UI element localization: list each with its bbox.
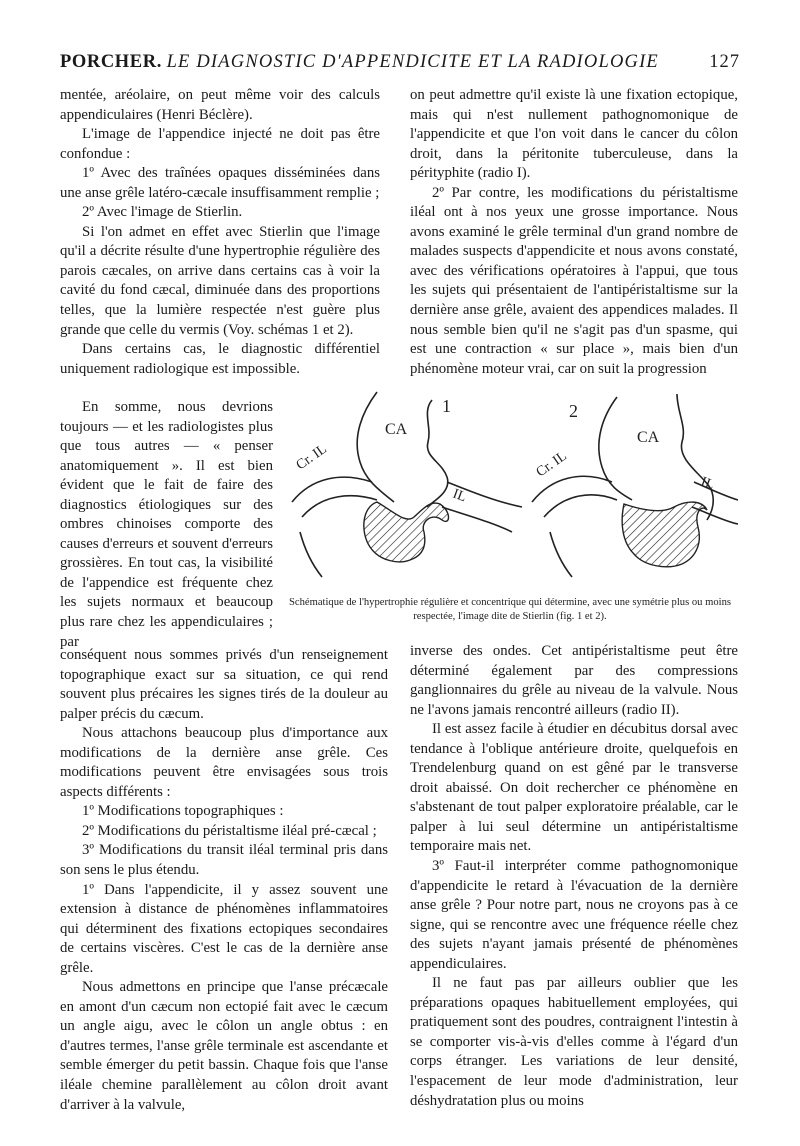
paragraph: Si l'on admet en effet avec Stierlin que l'image qu'il a décrite résulte d'une hypertrophie régulière des parois cæcales, on arrive dans certains cas à voir la cavité du fond cæcal, diminuée dans des proportions telles, que la lumière respectée n'est guère plus grande que celle du vermis (Voy. schémas 1 et 2). [60,223,380,338]
header-author: PORCHER. [60,52,162,72]
paragraph: inverse des ondes. Cet antipéristaltisme peut être déterminé également par des compressions ganglionnaires du grêle au niveau de la valvule. Nous ne l'avons jamais rencontré ailleurs (radio II). [410,643,738,718]
paragraph: 2º Avec l'image de Stierlin. [82,204,243,221]
left-column-top [60,86,380,379]
paragraph: Nous admettons en principe que l'anse précæcale en amont d'un cæcum non ectopié fait avec le cæcum un angle aigu, avec le côlon un angle obtus : en d'autres termes, l'anse grêle terminale est ascendante et semble émerger du petit bassin. Chaque fois que l'anse iléale chemine parallèlement au côlon droit avant d'arriver à la valvule, [60,979,388,1113]
colon-outline [677,394,713,520]
paragraph: conséquent nous sommes privés d'un renseignement topographique exact sur sa situation, ce qui rend souvent plus précaires les signes tirés de la douleur au palper précis du cæcum. [60,647,388,722]
paragraph: Il est assez facile à étudier en décubitus dorsal avec tendance à l'oblique antérieure droite, quelquefois en Trendelenburg quand on est gêné par le transverse droit abaissé. On doit rechercher ce phénomène en s'abstenant de tout palper exploratoire préalable, car le palper à lui seul détermine un antipéristaltisme temporaire mais net. [410,721,738,855]
stierlin-figure [282,382,738,594]
paragraph: 2º Par contre, les modifications du péristaltisme iléal ont à nos yeux une grosse importance. Nous avons examiné le grêle terminal d'un grand nombre de malades suspects d'appendicite et nous avons constaté, avec des vérifications opératoires à l'appui, que tous les sujets qui présentaient de l'antipéristaltisme sur la dernière anse grêle, avaient des appendices malades. Il nous semble bien qu'il ne s'agit pas d'un spasme, qui est une contraction « sur place », mais bien d'un phénomène moteur vrai, car on suit la progression [410,184,738,377]
colon-outline [427,400,448,507]
il-label-1: IL [450,486,469,506]
figure-caption: Schématique de l'hypertrophie régulière et concentrique qui détermine, avec une symétrie plus ou moins respectée, l'image dite de Stierlin (fig. 1 et 2). [289,597,731,622]
running-header [60,52,740,78]
paragraph: 1º Modifications topographiques : [82,803,284,820]
il-label-2: IL [698,474,717,494]
figure-label-2: 2 [569,401,578,421]
paragraph: 2º Modifications du péristaltisme iléal pré-cæcal ; [82,822,377,839]
left-column-bottom [60,646,388,1115]
paragraph: on peut admettre qu'il existe là une fixation ectopique, mais qui n'est nullement pathognomonique de l'appendicite et que l'on voit dans le cancer du côlon droit, dans la péritonite tuberculeuse, dans la pérityphite (radio I). [410,87,738,182]
paragraph: Il ne faut pas par ailleurs oublier que les préparations opaques habituellement employées, qui pratiquement sont des poudres, contraignent l'intestin à se comporter vis-à-vis d'elles comme à l'égard d'un corps étranger. Les variations de leur densité, l'espacement de leur mode d'administration, leur déshydratation plus ou moins [410,975,738,1109]
paragraph: 3º Faut-il interpréter comme pathognomonique d'appendicite le retard à l'évacuation de la dernière anse grêle ? Pour notre part, nous ne croyons pas à ce signe, qui se rencontre avec une fréquence réelle chez des sujets n'ayant jamais présenté de phénomènes appendiculaires. [410,858,738,972]
paragraph: L'image de l'appendice injecté ne doit pas être confondue : [60,126,380,162]
paragraph: Nous attachons beaucoup plus d'importance aux modifications de la dernière anse grêle. Ces modifications peuvent être envisagées sous trois aspects différents : [60,725,388,800]
right-column-bottom [410,642,738,1111]
paragraph: mentée, aréolaire, on peut même voir des calculs appendiculaires (Henri Béclère). [60,87,380,123]
paragraph: En somme, nous devrions toujours — et les radiologistes plus que tous autres — « penser anatomiquement ». Il est bien évident que le fait de faire des diagnostics étiologiques sur des ombres chinoises comporte des causes d'erreurs et souvent d'erreurs grossières. En tout cas, la visibilité de l'appendice est fréquente chez les sujets normaux et beaucoup plus rare chez les appendiculaires ; par [60,399,273,650]
page-number: 127 [709,52,740,72]
pelvis-line [300,532,322,577]
left-column-wrap [60,398,273,652]
paragraph: Dans certains cas, le diagnostic différentiel uniquement radiologique est impossible. [60,341,380,377]
pelvis-line [550,532,572,577]
paragraph: 3º Modifications du transit iléal terminal pris dans son sens le plus étendu. [60,842,388,879]
cecum-outline [357,392,394,502]
cr-il-label-1: Cr. IL [293,441,330,474]
ca-label-2: CA [637,429,660,446]
ca-label-1: CA [385,421,408,438]
paragraph: 1º Avec des traînées opaques disséminées dans une anse grêle latéro-cæcale insuffisamment remplie ; [60,165,380,201]
right-column-top [410,86,738,379]
cecum-outline [599,397,632,500]
hatched-wall-2 [622,502,707,567]
cr-il-label-2: Cr. IL [533,448,570,481]
hatched-wall-1 [364,502,449,562]
il-lower [442,507,512,532]
header-title: LE DIAGNOSTIC D'APPENDICITE ET LA RADIOLOGIE [166,52,659,72]
stierlin-diagram [282,382,738,594]
paragraph: 1º Dans l'appendicite, il y assez souvent une extension à distance de phénomènes inflammatoires qui déterminent des fixations ectopiques secondaires de certains viscères. C'est le cas de la dernière anse grêle. [60,881,388,976]
ileum-lower [544,495,617,517]
figure-label-1: 1 [442,396,451,416]
